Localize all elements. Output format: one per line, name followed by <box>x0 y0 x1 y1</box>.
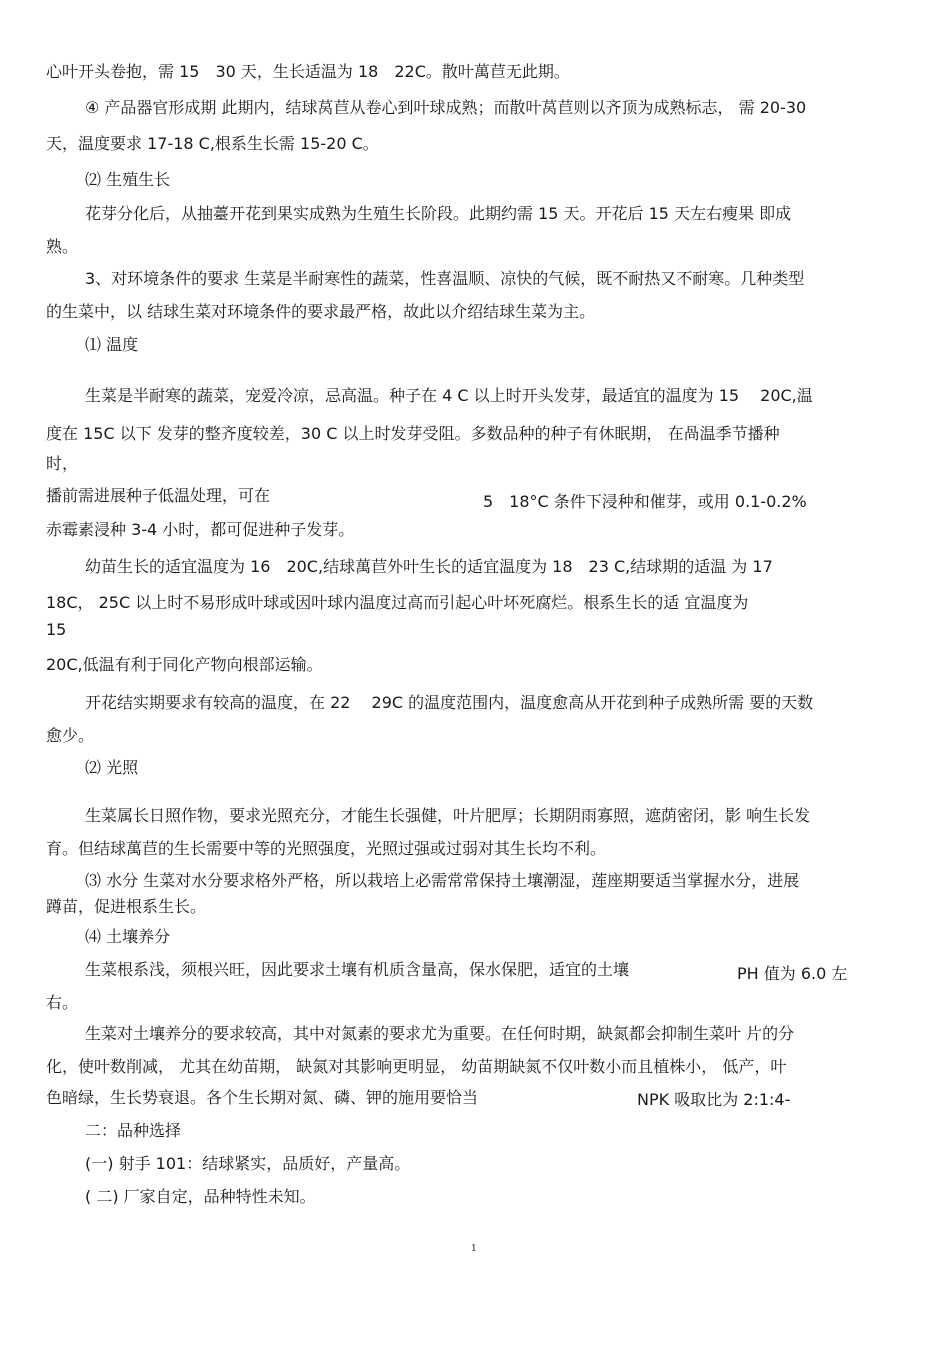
section-heading: ⑵ 生殖生长 <box>85 170 171 189</box>
text-line: 时， <box>46 454 79 473</box>
text-line: 5 18°C 条件下浸种和催芽，或用 0.1-0.2% <box>483 492 807 511</box>
text-line: 化，使叶数削减， 尤其在幼苗期， 缺氮对其影响更明显， 幼苗期缺氮不仅叶数小而且植株小， 低产，叶 <box>46 1057 787 1076</box>
text-line: 度在 15C 以下 发芽的整齐度较差，30 C 以上时发芽受阻。多数品种的种子有休眠期， 在咼温季节播种 <box>46 424 780 443</box>
section-heading: ⑴ 温度 <box>85 335 139 354</box>
text-line: 右。 <box>46 993 79 1012</box>
text-line: 播前需进展种子低温处理，可在 <box>46 486 271 505</box>
list-item: ( 二) 厂家自定，品种特性未知。 <box>85 1187 316 1206</box>
text-line: 蹲苗，促进根系生长。 <box>46 897 207 916</box>
text-line: 幼苗生长的适宜温度为 16 20C,结球萬苣外叶生长的适宜温度为 18 23 C,结球期的适温 为 17 <box>85 557 773 576</box>
text-line: 育。但结球萬苣的生长需要中等的光照强度，光照过强或过弱对其生长均不利。 <box>46 839 607 858</box>
text-line: 生菜是半耐寒的蔬菜，宠爱冷凉，忌高温。种子在 4 C 以上时开头发芽，最适宜的温度为 15 20C,温 <box>85 386 813 405</box>
text-line: 生菜属长日照作物，要求光照充分，才能生长强健，叶片肥厚；长期阴雨寡照，遮荫密闭，影 响生长发 <box>85 806 811 825</box>
section-heading: 二：品种选择 <box>85 1121 182 1140</box>
section-heading: ⑷ 土壤养分 <box>85 927 171 946</box>
text-line: 熟。 <box>46 237 79 256</box>
text-line: ④ 产品器官形成期 此期内，结球莴苣从卷心到叶球成熟；而散叶莴苣则以齐顶为成熟标志， 需 20-30 <box>85 98 807 117</box>
text-line: NPK 吸取比为 2:1:4- <box>637 1090 791 1109</box>
text-line: 的生菜中，以 结球生菜对环境条件的要求最严格，故此以介绍结球生菜为主。 <box>46 302 596 321</box>
text-line: 愈少。 <box>46 726 95 745</box>
text-line: 15 <box>46 620 67 639</box>
text-line: 生菜根系浅，须根兴旺，因此要求土壤有机质含量高，保水保肥，适宜的土壤 <box>85 960 630 979</box>
text-line: 3、对环境条件的要求 生菜是半耐寒性的蔬菜，性喜温顺、凉快的气候，既不耐热又不耐寒。几种类型 <box>85 269 805 288</box>
list-item: (一) 射手 101：结球紧实，品质好，产量高。 <box>85 1154 411 1173</box>
text-line: PH 值为 6.0 左 <box>737 964 848 983</box>
text-line: 生菜对土壤养分的要求较高，其中对氮素的要求尤为重要。在任何时期，缺氮都会抑制生菜叶 片的分 <box>85 1024 795 1043</box>
text-line: 花芽分化后，从抽薹开花到果实成熟为生殖生长阶段。此期约需 15 天。开花后 15 天左右瘦果 即成 <box>85 204 792 223</box>
page-number: 1 <box>471 1244 477 1254</box>
text-line: 心叶开头卷抱，需 15 30 天，生长适温为 18 22C。散叶萬苣无此期。 <box>46 62 570 81</box>
text-line: 开花结实期要求有较高的温度，在 22 29C 的温度范围内，温度愈高从开花到种子成熟所需 要的天数 <box>85 693 814 712</box>
text-line: 天，温度要求 17-18 C,根系生长需 15-20 C。 <box>46 134 379 153</box>
text-line: 色暗绿，生长势衰退。各个生长期对氮、磷、钾的施用要恰当 <box>46 1088 479 1107</box>
text-line: 赤霉素浸种 3-4 小时，都可促进种子发芽。 <box>46 520 355 539</box>
section-heading: ⑵ 光照 <box>85 758 139 777</box>
text-line: 20C,低温有利于同化产物向根部运输。 <box>46 655 323 674</box>
text-line: 18C， 25C 以上时不易形成叶球或因叶球内温度过高而引起心叶坏死腐烂。根系生长的适 宜温度为 <box>46 593 749 612</box>
text-line: ⑶ 水分 生菜对水分要求格外严格，所以栽培上必需常常保持土壤潮湿，莲座期要适当掌握水分，进展 <box>85 871 800 890</box>
